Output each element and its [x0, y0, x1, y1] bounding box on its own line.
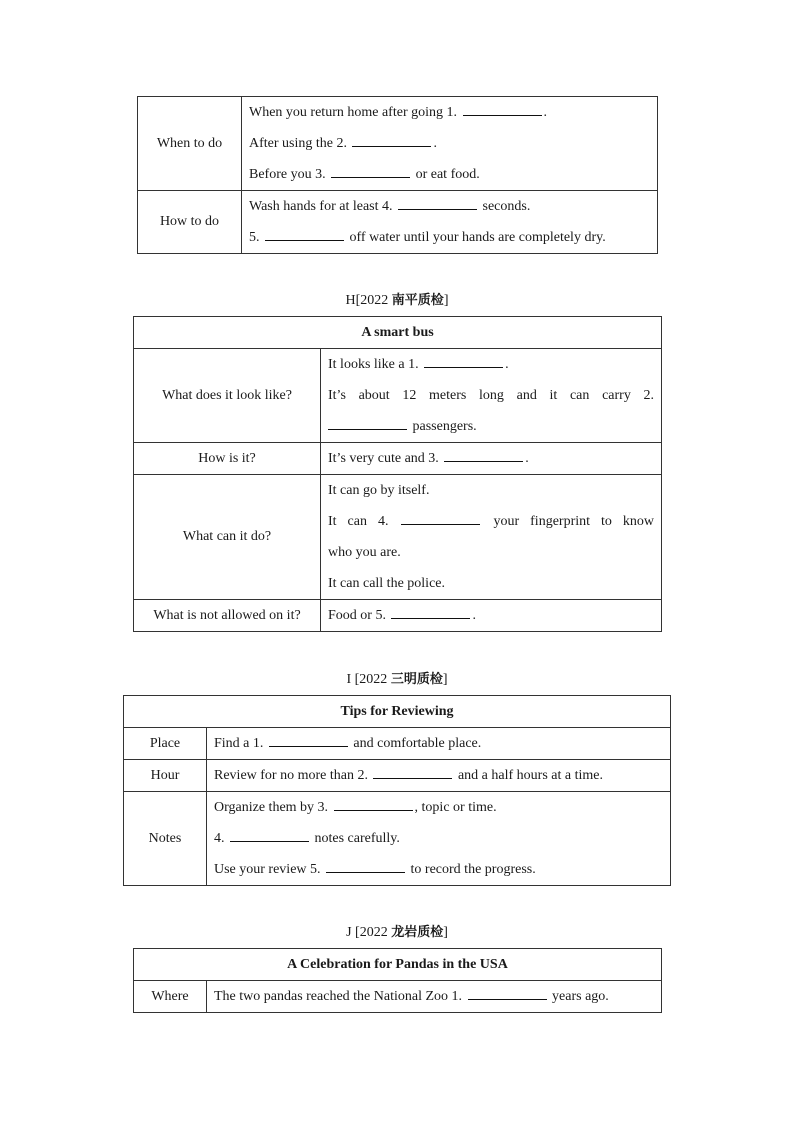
- row-content: [321, 443, 662, 475]
- table-row: [124, 728, 671, 760]
- table-row: [134, 443, 662, 475]
- row-label: Where: [134, 981, 207, 1013]
- table-title: A Celebration for Pandas in the USA: [134, 949, 662, 981]
- answer-blank[interactable]: [326, 871, 405, 873]
- table-row: [134, 981, 662, 1013]
- content-line: It’s very cute and 3. .: [328, 451, 529, 466]
- content-line: The two pandas reached the National Zoo 1. years ago.: [214, 989, 609, 1004]
- row-label: How is it?: [134, 443, 321, 475]
- content-line: Organize them by 3. , topic or time.: [214, 800, 497, 815]
- content-line: Food or 5. .: [328, 608, 476, 623]
- content-line: 4. notes carefully.: [214, 831, 400, 846]
- table-title: A smart bus: [134, 317, 662, 349]
- table-row: [134, 600, 662, 632]
- answer-blank[interactable]: [373, 777, 452, 779]
- table-row: [138, 97, 658, 191]
- content-line: Find a 1. and comfortable place.: [214, 736, 482, 751]
- content-line: Wash hands for at least 4. seconds.: [249, 199, 531, 214]
- row-label: What does it look like?: [134, 349, 321, 443]
- content-line: Before you 3. or eat food.: [249, 167, 480, 182]
- answer-blank[interactable]: [265, 239, 344, 241]
- answer-blank[interactable]: [352, 145, 431, 147]
- content-line: 5. off water until your hands are completely dry.: [249, 230, 606, 245]
- answer-blank[interactable]: [331, 176, 410, 178]
- section-caption-h: H[2022 南平质检]: [345, 293, 449, 308]
- answer-blank[interactable]: [328, 428, 407, 430]
- row-content: [207, 728, 671, 760]
- content-line: Use your review 5. to record the progress.: [214, 862, 536, 877]
- answer-blank[interactable]: [463, 114, 542, 116]
- answer-blank[interactable]: [401, 523, 480, 525]
- row-label: What is not allowed on it?: [134, 600, 321, 632]
- row-label: Hour: [124, 760, 207, 792]
- content-line: It can go by itself.: [328, 483, 430, 498]
- content-line: Review for no more than 2. and a half hours at a time.: [214, 768, 603, 783]
- row-label: Notes: [124, 792, 207, 886]
- answer-blank[interactable]: [424, 366, 503, 368]
- row-content: [207, 792, 671, 886]
- content-line: It can call the police.: [328, 576, 445, 591]
- row-label: Place: [124, 728, 207, 760]
- row-content: [242, 191, 658, 254]
- table-panda-celebration: [133, 948, 662, 1013]
- table-header-row: [134, 949, 662, 981]
- row-label: What can it do?: [134, 475, 321, 600]
- answer-blank[interactable]: [269, 745, 348, 747]
- table-row: [134, 475, 662, 600]
- table-row: [124, 792, 671, 886]
- answer-blank[interactable]: [334, 809, 413, 811]
- row-content: [207, 981, 662, 1013]
- content-line: After using the 2. .: [249, 136, 437, 151]
- answer-blank[interactable]: [468, 998, 547, 1000]
- row-content: [242, 97, 658, 191]
- table-smart-bus: [133, 316, 662, 632]
- table-row: [134, 349, 662, 443]
- row-content: [321, 349, 662, 443]
- content-line: passengers.: [328, 411, 654, 442]
- content-line: who you are.: [328, 545, 401, 560]
- row-content: [321, 475, 662, 600]
- answer-blank[interactable]: [230, 840, 309, 842]
- answer-blank[interactable]: [444, 460, 523, 462]
- table-header-row: [124, 696, 671, 728]
- table-hand-washing: [137, 96, 658, 254]
- answer-blank[interactable]: [398, 208, 477, 210]
- content-line: It’s about 12 meters long and it can carry 2.: [328, 388, 655, 403]
- table-row: [124, 760, 671, 792]
- row-content: [321, 600, 662, 632]
- table-tips-reviewing: [123, 695, 671, 886]
- table-header-row: [134, 317, 662, 349]
- row-label: How to do: [138, 191, 242, 254]
- row-label: When to do: [138, 97, 242, 191]
- table-row: [138, 191, 658, 254]
- content-line: When you return home after going 1. .: [249, 105, 547, 120]
- row-content: [207, 760, 671, 792]
- table-title: Tips for Reviewing: [124, 696, 671, 728]
- section-caption-i: I [2022 三明质检]: [346, 672, 448, 687]
- section-caption-j: J [2022 龙岩质检]: [346, 925, 448, 940]
- answer-blank[interactable]: [391, 617, 470, 619]
- content-line: It looks like a 1. .: [328, 357, 509, 372]
- content-line: It can 4. your fingerprint to know: [328, 514, 655, 529]
